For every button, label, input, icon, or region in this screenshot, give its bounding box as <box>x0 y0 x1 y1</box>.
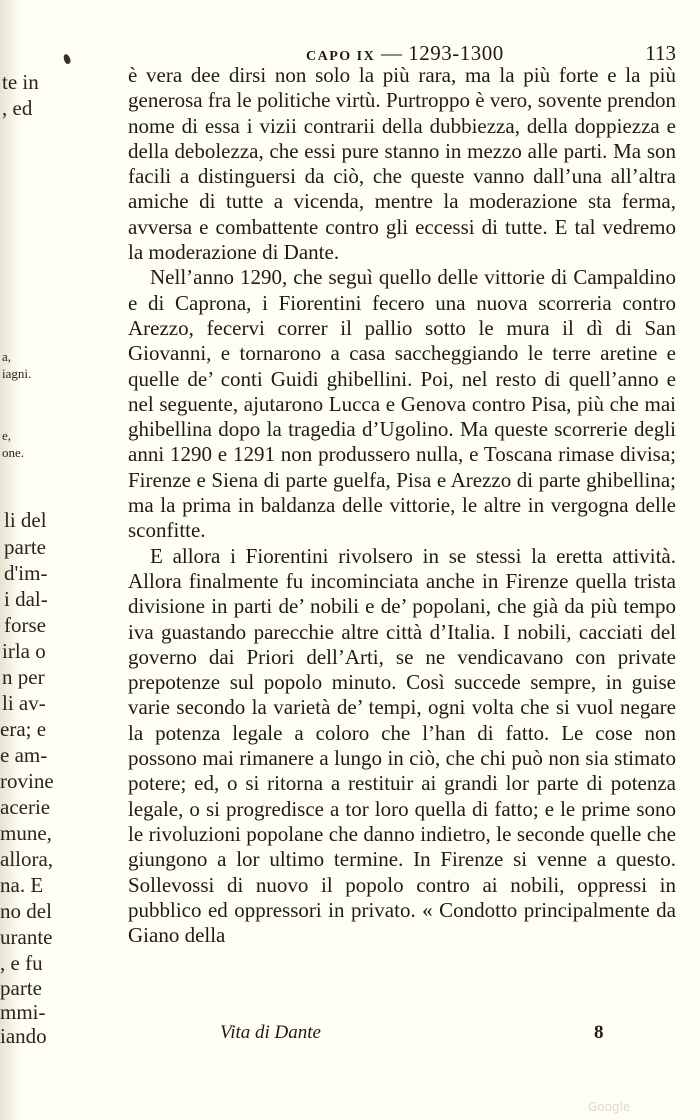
left-fragment: mmi- <box>0 1000 46 1024</box>
left-fragment: d'im- <box>4 561 48 585</box>
paragraph: E allora i Fiorentini rivolsero in se stessi la eretta attività. Allora finalmente fu incominciata anche in Firenze quella trista divisione in parti de’ nobili e de’ popolani, che già da più tempo iva guastando parecchie altre città d’Italia. I nobili, cacciati del governo dai Priori dell’Arti, se ne vendicavano con private prepotenze sul popolo minuto. Così succede sempre, in guise varie secondo la varietà de’ tempi, ogni volta che si vuol negare la potenza legale a coloro che l’han di fatto. Le cose non possono mai rimanere a lungo in ciò, che chi può non sia stimato potere; ed, o si ritorna a restituir ai grandi lor parte di potenza legale, o si progredisce a tor loro quella di fatto; e le prime sono le rivoluzioni popolane che danno indietro, le seconde quelle che giungono a lor ultimo termine. In Firenze si venne a questo. Sollevossi di nuovo il popolo contro ai nobili, oppressi in pubblico ed oppressori in privato. « Condotto principalmente da Giano della <box>128 543 676 948</box>
left-fragment: acerie <box>0 795 51 819</box>
paragraph: è vera dee dirsi non solo la più rara, ma la più forte e la più generosa fra le politiche virtù. Purtroppo è vero, sovente prendon nome di essa i vizii contrarii della dubbiezza, della doppiezza e della debolezza, che essi pure stanno in mezzo alle parti. Ma son facili a distinguersi da ciò, che queste vanno dall’una all’altra amiche di tutte a vicenda, mentre la moderazione sta ferma, avversa e combattente contro gli eccessi di tutte. E tal vedremo la moderazione di Dante. <box>128 63 676 265</box>
left-fragment: parte <box>0 976 42 1000</box>
left-fragment: e, <box>2 428 12 443</box>
left-fragment: li av- <box>2 691 46 715</box>
watermark: Google <box>588 1100 631 1114</box>
left-fragment: te in <box>2 70 39 94</box>
signature-mark: 8 <box>594 1022 604 1043</box>
left-fragment: , e fu <box>0 951 43 975</box>
left-fragment: forse <box>4 613 46 637</box>
left-fragment: e am- <box>0 743 48 767</box>
left-fragment: one. <box>2 445 25 460</box>
left-fragment: parte <box>4 535 46 559</box>
chapter-dates: — 1293-1300 <box>375 41 504 65</box>
paragraph: Nell’anno 1290, che seguì quello delle vittorie di Campaldino e di Caprona, i Fiorentini fecero una nuova scorreria contro Arezzo, fecervi correr il pallio sotto le mura il dì di San Giovanni, e tornarono a casa saccheggiando le terre aretine e quelle de’ conti Guidi ghibellini. Poi, nel resto di quell’anno e nel seguente, ajutarono Lucca e Genova contro Pisa, più che mai ghibellina dopo la tragedia d’Ugolino. Ma queste scorrerie degli anni 1290 e 1291 non produssero nulla, e Toscana rimase divisa; Firenze e Siena di parte guelfa, Pisa e Arezzo di parte ghibellina; ma la prima in baldanza delle vittorie, le altre in vergogna delle sconfitte. <box>128 265 676 543</box>
left-fragment: iagni. <box>2 366 32 381</box>
left-fragment: a, <box>2 349 12 364</box>
chapter-label: CAPO IX <box>306 49 376 64</box>
left-fragment: rovine <box>0 769 54 793</box>
page-footer <box>128 1022 676 1046</box>
left-fragment: era; e <box>0 717 47 741</box>
left-fragment: allora, <box>0 847 54 871</box>
page-number: 113 <box>645 41 676 65</box>
left-fragment: iando <box>0 1024 47 1048</box>
left-fragment: i dal- <box>4 587 48 611</box>
left-fragment: li del <box>4 508 47 532</box>
left-fragment: , ed <box>2 96 33 120</box>
left-fragment: n per <box>2 665 45 689</box>
left-fragment: no del <box>0 899 52 923</box>
ink-mark <box>62 53 71 64</box>
left-fragment: na. E <box>0 873 44 897</box>
page-body <box>128 63 676 948</box>
left-fragment: mune, <box>0 821 52 845</box>
running-title: Vita di Dante <box>220 1022 321 1043</box>
left-fragment: urante <box>0 925 53 949</box>
left-fragment: irla o <box>2 639 46 663</box>
